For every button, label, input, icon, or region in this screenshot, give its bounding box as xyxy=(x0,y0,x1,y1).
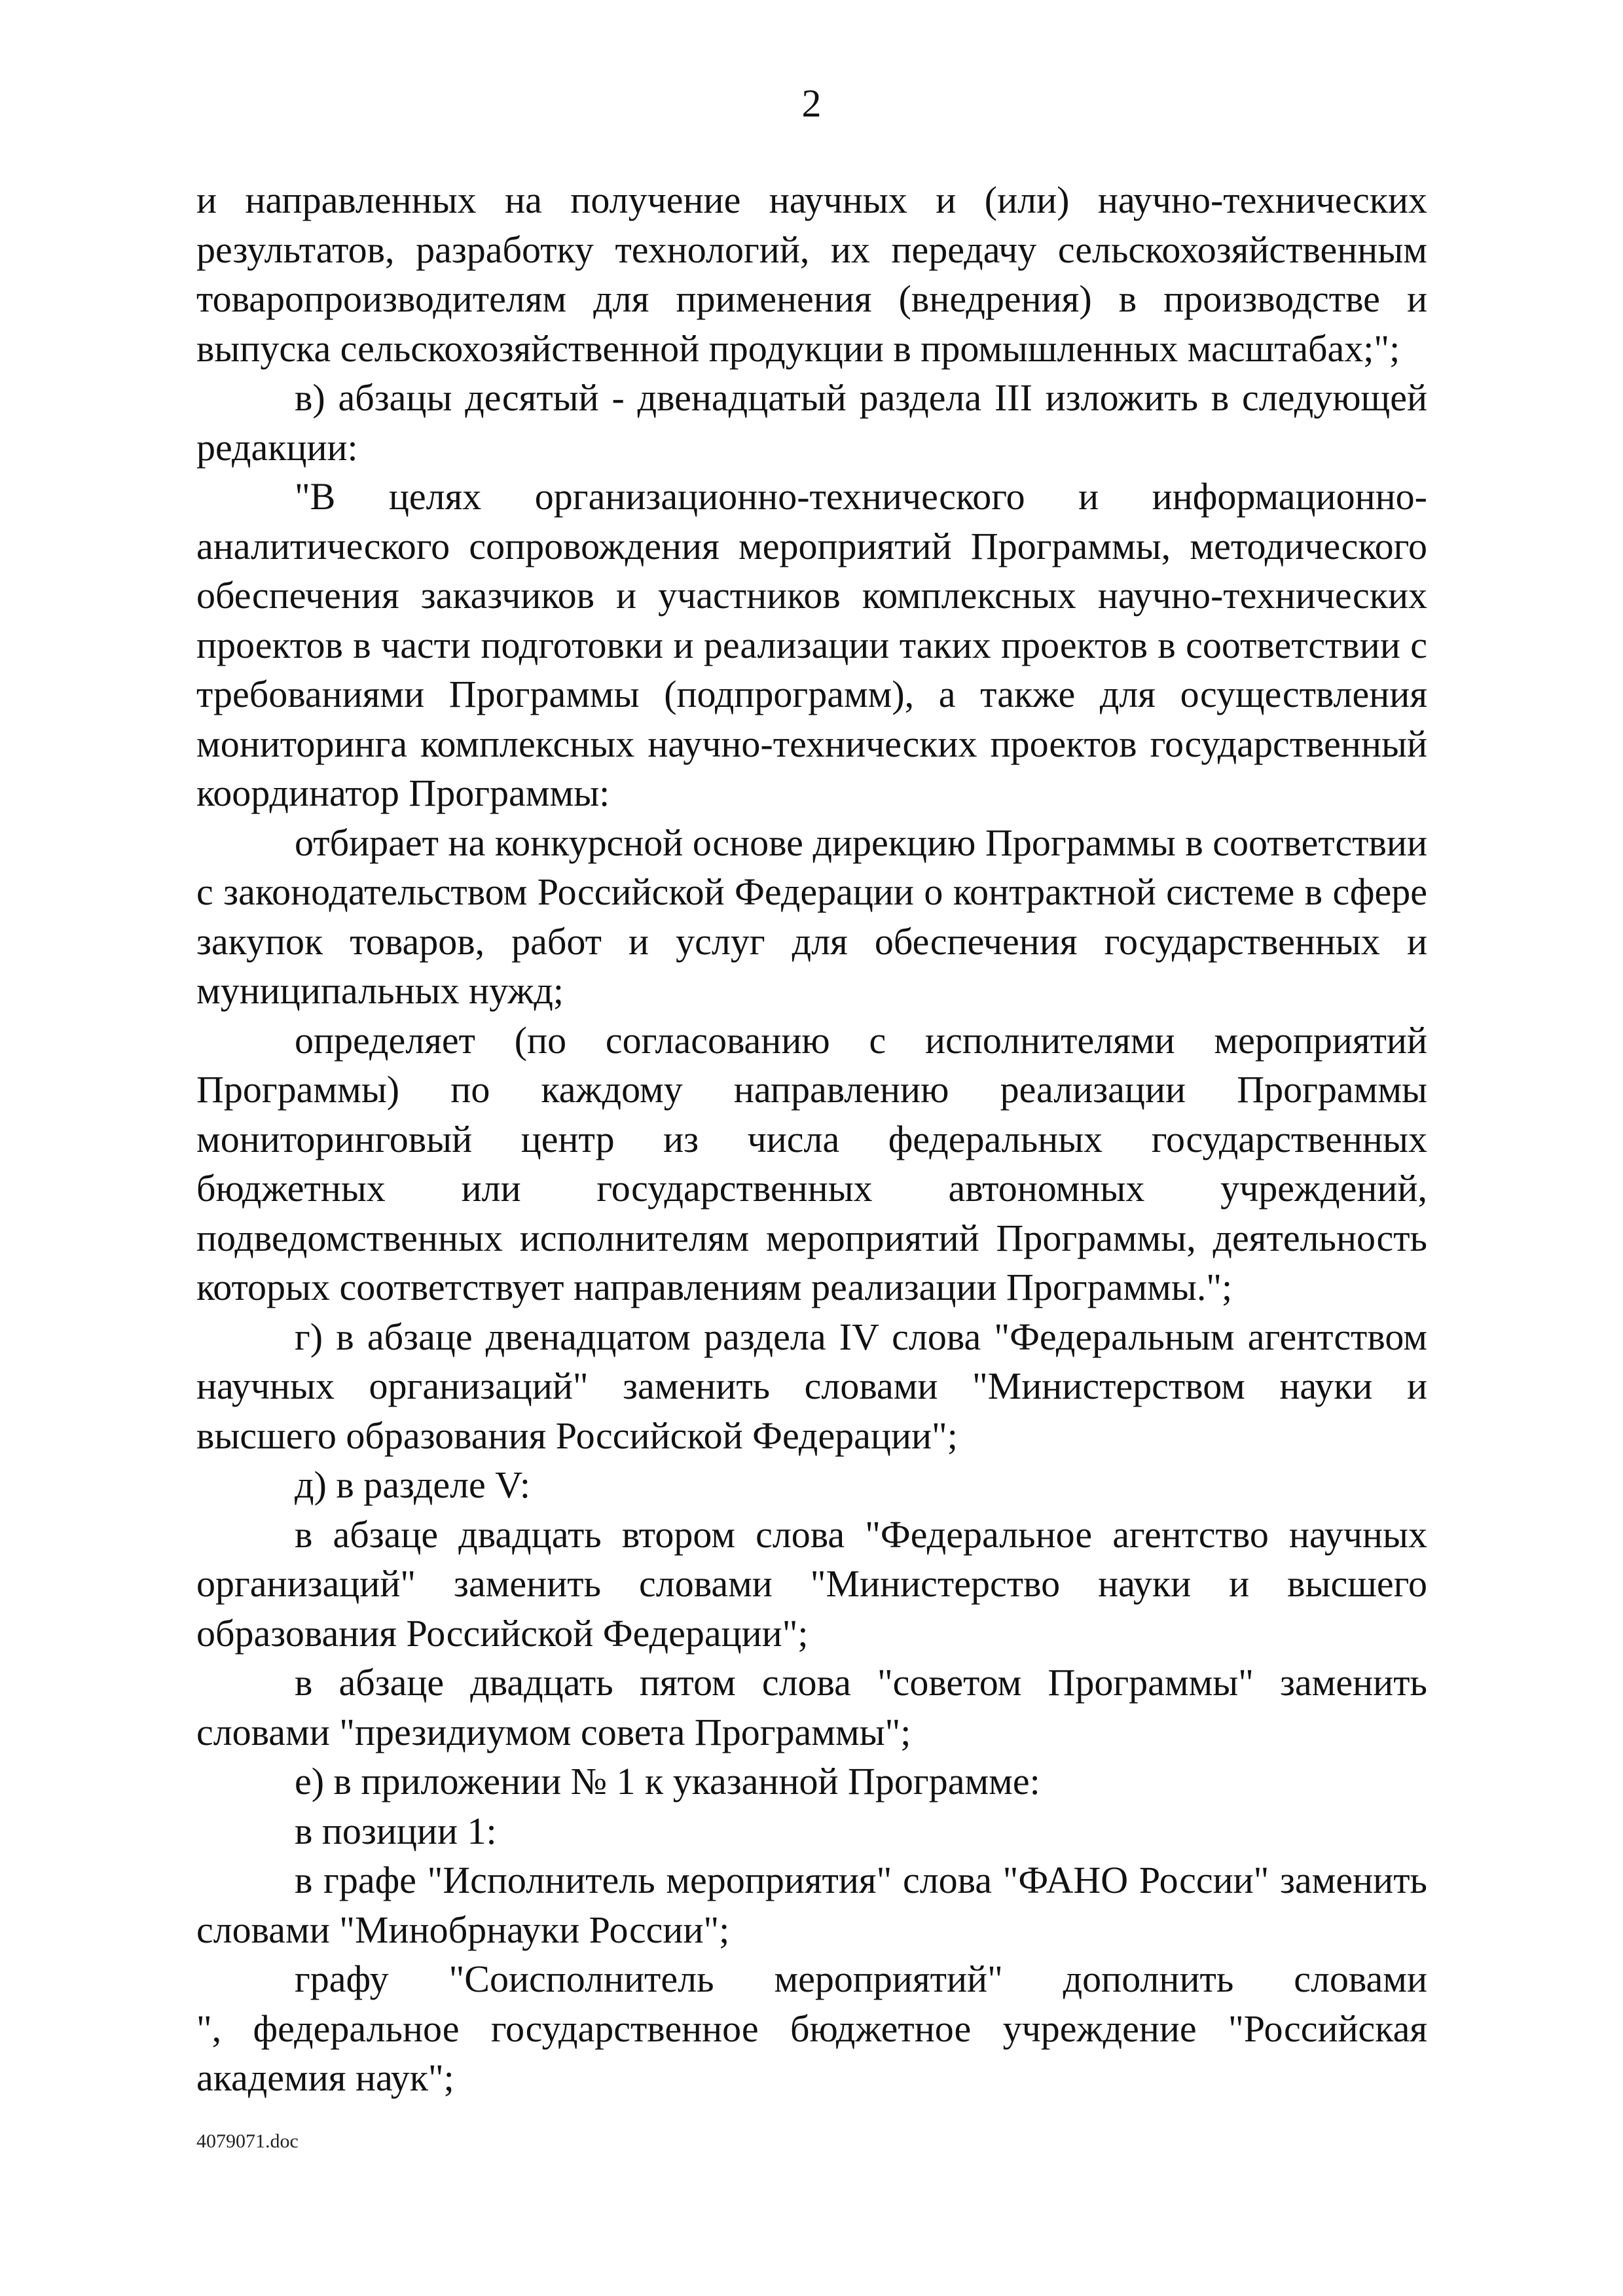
paragraph: ", федеральное государственное бюджетное учреждение "Российская академия наук"; xyxy=(196,2007,1427,2099)
page-number: 2 xyxy=(801,82,822,125)
paragraph: и направленных на получение научных и (или) научно-технических результатов, разработку технологий, их передачу сельскохозяйственным товаропроизводителям для применения (внедрения) в производстве и выпуска сельскохозяйственной продукции в промышленных масштабах;"; xyxy=(196,179,1427,370)
document-body xyxy=(196,175,1427,2103)
paragraph: г) в абзаце двенадцатом раздела IV слова "Федеральным агентством научных организаций" заменить словами "Министерством науки и высшего образования Российской Федерации"; xyxy=(196,1315,1427,1457)
paragraph: отбирает на конкурсной основе дирекцию Программы в соответствии с законодательством Российской Федерации о контрактной системе в сфере закупок товаров, работ и услуг для обеспечения государственных и муниципальных нужд; xyxy=(196,821,1427,1012)
paragraph: е) в приложении № 1 к указанной Программе: xyxy=(295,1760,1040,1803)
paragraph: определяет (по согласованию с исполнителями мероприятий Программы) по каждому направлению реализации Программы мониторинговый центр из числа федеральных государственных бюджетных или государственных автономных учреждений, подведомственных исполнителям мероприятий Программы, деятельность которых соответствует направлениям реализации Программы."; xyxy=(196,1018,1427,1308)
paragraph: графу "Соисполнитель мероприятий" дополнить словами xyxy=(295,1958,1427,2000)
paragraph: в графе "Исполнитель мероприятия" слова "ФАНО России" заменить словами "Минобрнауки России"; xyxy=(196,1859,1427,1951)
paragraph: в абзаце двадцать втором слова "Федеральное агентство научных организаций" заменить словами "Министерство науки и высшего образования Российской Федерации"; xyxy=(196,1513,1427,1655)
paragraph: в абзаце двадцать пятом слова "советом Программы" заменить словами "президиумом совета Программы"; xyxy=(196,1661,1427,1753)
paragraph: в) абзацы десятый - двенадцатый раздела III изложить в следующей редакции: xyxy=(196,376,1427,469)
footer-doc-id: 4079071.doc xyxy=(196,2130,299,2152)
paragraph: д) в разделе V: xyxy=(295,1463,530,1506)
paragraph: "В целях организационно-технического и информационно-аналитического сопровождения мероприятий Программы, методического обеспечения заказчиков и участников комплексных научно-технических проектов в части подготовки и реализации таких проектов в соответствии с требованиями Программы (подпрограмм), а также для осуществления мониторинга комплексных научно-технических проектов государственный координатор Программы: xyxy=(196,475,1427,814)
paragraph: в позиции 1: xyxy=(295,1809,497,1852)
